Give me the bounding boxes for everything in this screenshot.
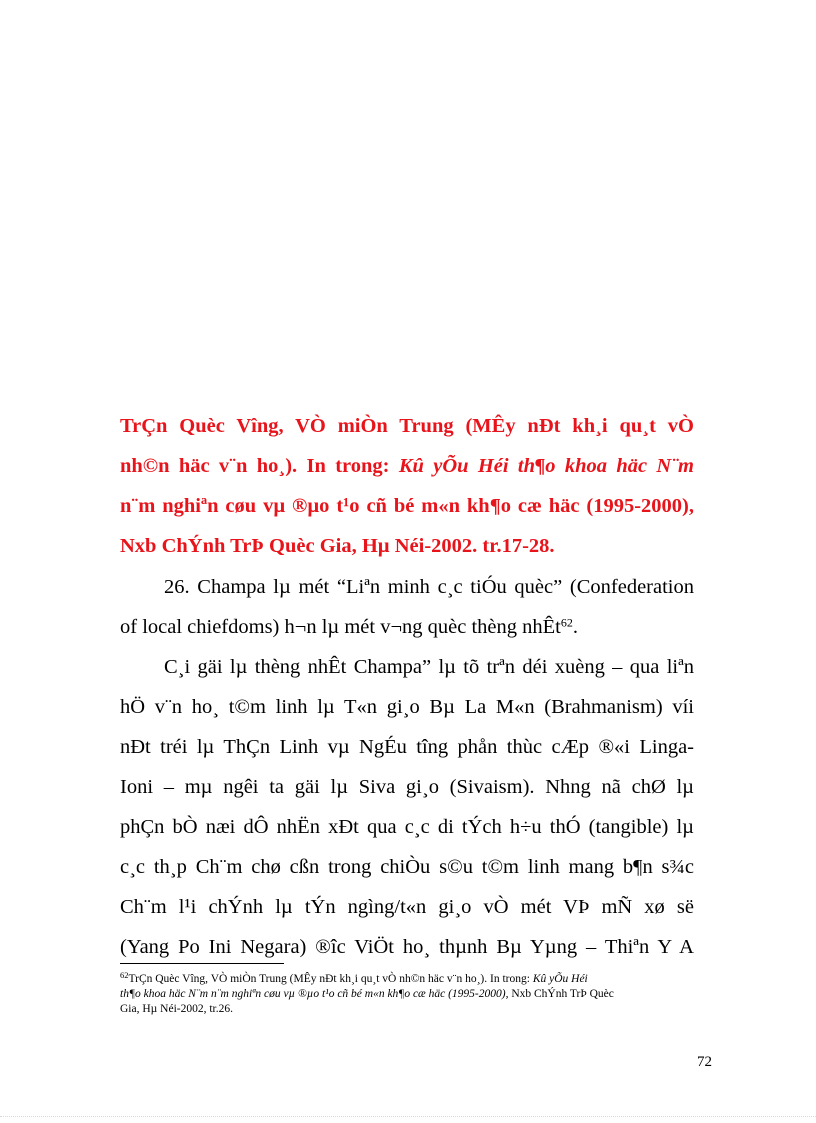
footnote-62: [120, 972, 694, 1017]
paragraph-2-line-8: (Yang Po Ini Negara) ®îc ViÖt ho¸ thµnh Bµ Yµng – Thiªn Y A: [120, 936, 694, 958]
paragraph-2-line-7: Ch¨m l¹i chÝnh lµ tÝn ngìng/t«n gi¸o vÒ mét VÞ mÑ xø së: [120, 896, 694, 918]
footnote-line-1: [120, 972, 694, 987]
paragraph-2-line-3: nÐt tréi lµ ThÇn Linh vµ NgÉu tîng phån thùc cÆp ®«i Linga-: [120, 736, 694, 758]
paragraph-1-line-2: [120, 607, 694, 647]
footnote-line-1-italic: Kû yÕu Héi: [532, 973, 588, 985]
reference-line-2-plain: nh©n häc v¨n ho¸). In trong:: [120, 455, 399, 477]
footnote-line-2: [120, 987, 694, 1002]
reference-line-2: [120, 446, 694, 486]
paragraph-2-line-2: hÖ v¨n ho¸ t©m linh lµ T«n gi¸o Bµ La M«n (Brahmanism) víi: [120, 696, 694, 718]
reference-line-2-italic: Kû yÕu Héi th¶o khoa häc N¨m: [398, 455, 694, 477]
paragraph-2-line-6: c¸c th¸p Ch¨m chø cßn trong chiÒu s©u t©m linh mang b¶n s¾c: [120, 856, 694, 878]
footnote-line-2-plain: Nxb ChÝnh TrÞ Quèc: [508, 988, 614, 1000]
paragraph-2-line-5: phÇn bÒ næi dÔ nhËn xÐt qua c¸c di tÝch h÷u thÓ (tangible) lµ: [120, 816, 694, 838]
paragraph-1-line-1: 26. Champa lµ mét “Liªn minh c¸c tiÓu quèc” (Confederation: [164, 576, 694, 598]
paragraph-2-line-4: Ioni – mµ ngêi ta gäi lµ Siva gi¸o (Sivaism). Nhng nã chØ lµ: [120, 776, 694, 798]
reference-line-4: Nxb ChÝnh TrÞ Quèc Gia, Hµ Néi-2002. tr.17-28.: [120, 535, 555, 557]
footnote-reference-62[interactable]: 62: [560, 615, 573, 630]
footnote-line-3: Gia, Hµ Néi-2002, tr.26.: [120, 1003, 233, 1015]
page-bottom-border: [0, 1116, 816, 1117]
footnote-line-1-plain: TrÇn Quèc Vîng, VÒ miÒn Trung (MÊy nÐt kh¸i qu¸t vÒ nh©n häc v¨n ho¸). In trong:: [128, 973, 533, 985]
reference-line-1: TrÇn Quèc Vîng, VÒ miÒn Trung (MÊy nÐt kh¸i qu¸t vÒ: [120, 415, 694, 437]
paragraph-1-line-2-text: of local chiefdoms) h¬n lµ mét v¬ng quèc thèng nhÊt: [120, 616, 561, 638]
red-reference-block: [120, 406, 694, 566]
page-number: 72: [697, 1054, 712, 1070]
body-text: [120, 567, 694, 967]
paragraph-1-line-2-end: .: [572, 616, 578, 638]
footnote-mark: 62: [120, 970, 129, 981]
paragraph-2-line-1: C¸i gäi lµ thèng nhÊt Champa” lµ tõ trªn déi xuèng – qua liªn: [164, 656, 694, 678]
footnote-separator: [120, 963, 284, 964]
footnote-line-2-italic: th¶o khoa häc N¨m n¨m nghiªn cøu vµ ®µo t¹o cñ bé m«n kh¶o cæ häc (1995-2000),: [120, 988, 509, 1000]
reference-line-3: n¨m nghiªn cøu vµ ®µo t¹o cñ bé m«n kh¶o cæ häc (1995-2000),: [120, 495, 694, 517]
